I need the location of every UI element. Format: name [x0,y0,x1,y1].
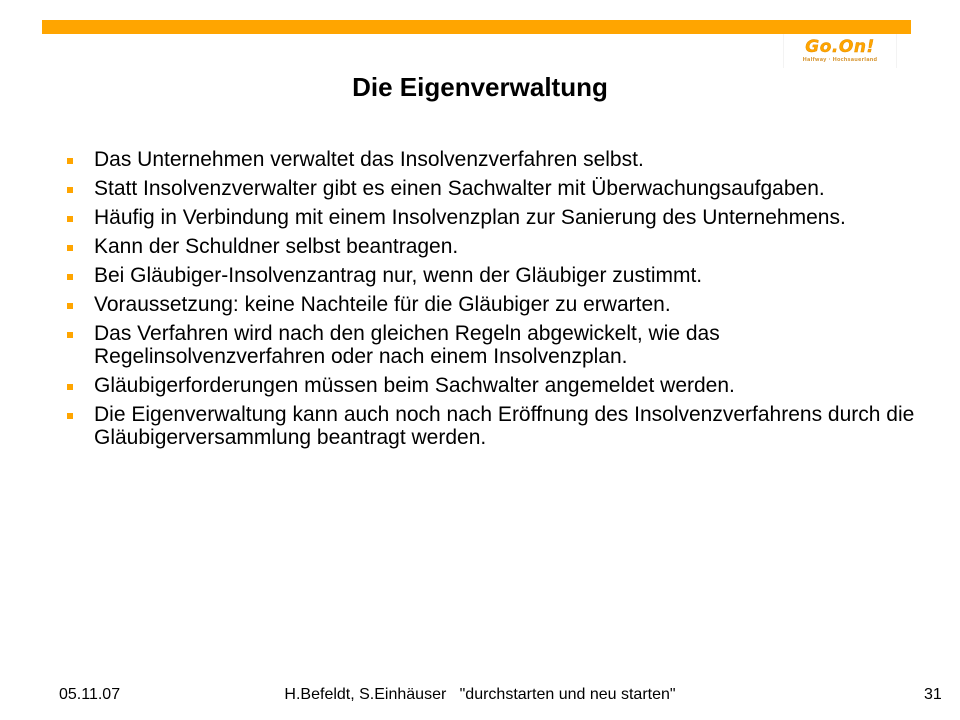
go-on-logo [783,34,897,68]
bullet-square-icon [67,245,73,251]
bullet-item [67,148,917,171]
bullet-item [67,322,917,368]
bullet-text: Bei Gläubiger-Insolvenzantrag nur, wenn der Gläubiger zustimmt. [94,264,703,287]
bullet-text: Kann der Schuldner selbst beantragen. [94,235,459,258]
bullet-square-icon [67,303,73,309]
bullet-square-icon [67,216,73,222]
bullet-square-icon [67,384,73,390]
bullet-item [67,206,917,229]
footer-page-number: 31 [924,686,942,703]
bullet-square-icon [67,274,73,280]
bullet-text: Voraussetzung: keine Nachteile für die Gläubiger zu erwarten. [94,293,671,316]
bullet-text: Die Eigenverwaltung kann auch noch nach Eröffnung des Insolvenzverfahrens durch die Gläubigerversammlung beantragt werden. [94,403,915,449]
bullet-text: Häufig in Verbindung mit einem Insolvenzplan zur Sanierung des Unternehmens. [94,206,846,229]
footer-author: H.Befeldt, S.Einhäuser "durchstarten und neu starten" [284,686,676,703]
bullet-text: Das Verfahren wird nach den gleichen Regeln abgewickelt, wie das Regelinsolvenzverfahren oder nach einem Insolvenzplan. [94,322,720,368]
bullet-item [67,235,917,258]
bullet-item [67,374,917,397]
slide-title: Die Eigenverwaltung [352,72,608,102]
bullet-square-icon [67,332,73,338]
bullet-item [67,264,917,287]
bullet-item [67,177,917,200]
bullet-text: Das Unternehmen verwaltet das Insolvenzverfahren selbst. [94,148,644,171]
top-accent-bar [42,20,911,34]
bullet-item [67,403,917,449]
bullet-item [67,293,917,316]
bullet-list [67,148,917,455]
footer-date: 05.11.07 [59,686,121,703]
bullet-text: Statt Insolvenzverwalter gibt es einen Sachwalter mit Überwachungsaufgaben. [94,177,825,200]
bullet-square-icon [67,187,73,193]
logo-subtext: Halfway · Hochsauerland [802,57,878,63]
bullet-square-icon [67,158,73,164]
bullet-square-icon [67,413,73,419]
bullet-text: Gläubigerforderungen müssen beim Sachwalter angemeldet werden. [94,374,735,397]
logo-text: Go.On! [805,37,875,57]
